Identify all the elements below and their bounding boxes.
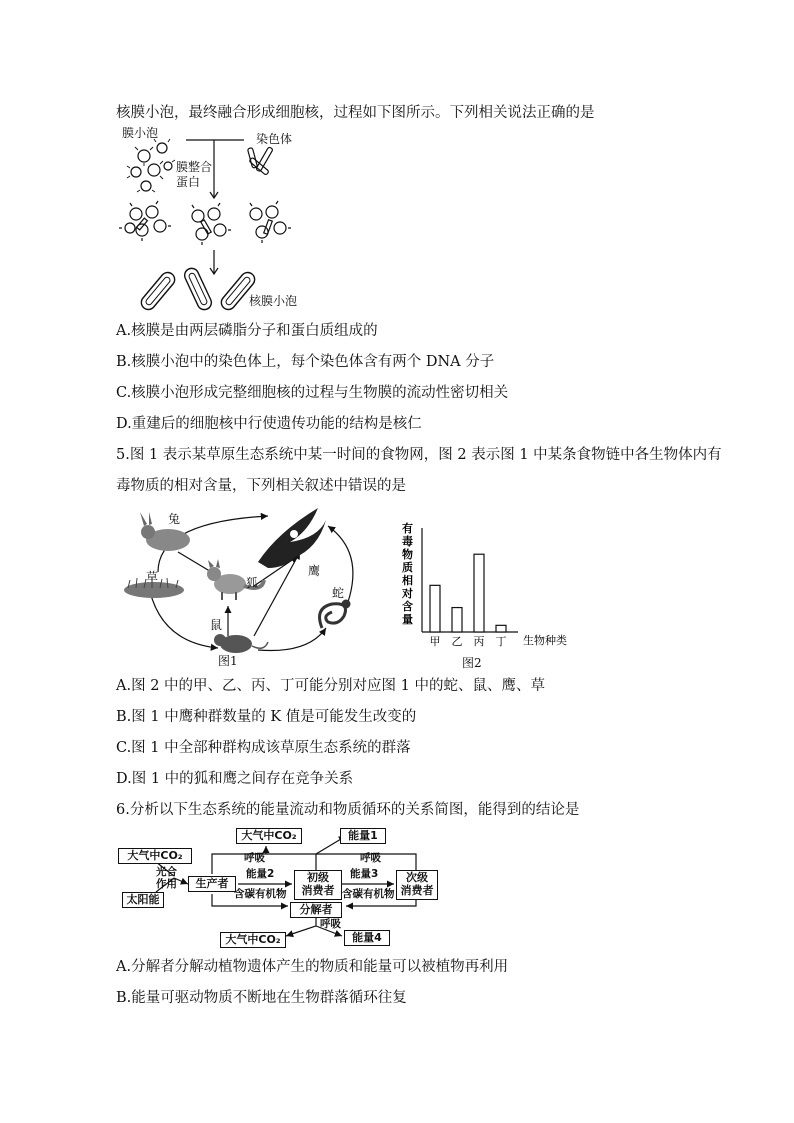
q6-stem: 6.分析以下生态系统的能量流动和物质循环的关系简图，能得到的结论是: [116, 802, 580, 818]
q5-stem-line2: 毒物质的相对含量，下列相关叙述中错误的是: [116, 478, 406, 494]
label-energy3: 能量3: [350, 868, 379, 880]
chromosome-icon: [247, 147, 273, 176]
box-energy1: 能量1: [340, 828, 386, 844]
label-energy2: 能量2: [246, 868, 275, 880]
q4-option-c: C.核膜小泡形成完整细胞核的过程与生物膜的流动性密切相关: [116, 385, 509, 401]
category-label-0: 甲: [429, 635, 441, 648]
q5-stem-line1: 5.图 1 表示某草原生态系统中某一时间的食物网，图 2 表示图 1 中某条食物链中各生物体内有: [116, 447, 722, 463]
label-grass: 草: [146, 570, 159, 584]
category-label-1: 乙: [451, 635, 463, 648]
label-rabbit: 兔: [168, 512, 181, 526]
q6-option-b: B.能量可驱动物质不断地在生物群落循环往复: [116, 990, 407, 1006]
vesicle-chromosome-clusters-icon: [119, 201, 291, 245]
label-eagle: 鹰: [308, 564, 321, 578]
food-web-diagram: [118, 502, 368, 670]
q4-option-a: A.核膜是由两层磷脂分子和蛋白质组成的: [116, 323, 378, 339]
box-atm-co2-left: 大气中CO₂: [118, 848, 192, 864]
x-axis-label: 生物种类: [523, 634, 567, 647]
box-primary-consumer: 初级 消费者: [294, 870, 342, 900]
q5-option-b: B.图 1 中鹰种群数量的 K 值是可能发生改变的: [116, 709, 417, 725]
category-label-3: 丁: [495, 635, 507, 648]
q5-option-a: A.图 2 中的甲、乙、丙、丁可能分别对应图 1 中的蛇、鼠、鹰、草: [116, 678, 545, 694]
bar-0: [430, 585, 440, 632]
nuclear-reassembly-diagram: [116, 126, 336, 316]
box-sunlight: 太阳能: [122, 892, 164, 908]
eagle-icon: [258, 508, 326, 568]
q4-figure-nuclear-reassembly: [116, 126, 336, 316]
label-snake: 蛇: [332, 586, 345, 600]
box-energy4: 能量4: [344, 930, 390, 946]
bar-2: [474, 554, 484, 632]
category-label-2: 丙: [473, 635, 485, 648]
q4-option-d: D.重建后的细胞核中行使遗传功能的结构是核仁: [116, 416, 422, 432]
membrane-vesicles-icon: [127, 139, 175, 192]
q5-figure2-chart: [396, 520, 596, 670]
figure1-caption: 图1: [218, 654, 238, 668]
toxin-bar-chart: [396, 520, 596, 670]
q6-energy-matter-diagram: [116, 826, 436, 950]
bar-1: [452, 608, 462, 632]
box-decomposer: 分解者: [290, 902, 342, 918]
label-respiration-left: 呼吸: [244, 852, 265, 864]
box-atm-co2-top: 大气中CO₂: [236, 828, 302, 844]
rabbit-icon: [140, 512, 190, 551]
q5-option-d: D.图 1 中的狐和鹰之间存在竞争关系: [116, 771, 354, 787]
label-respiration-bottom: 呼吸: [320, 918, 341, 930]
box-secondary-consumer: 次级 消费者: [396, 870, 438, 900]
q4-option-b: B.核膜小泡中的染色体上，每个染色体含有两个 DNA 分子: [116, 354, 495, 370]
q6-option-a: A.分解者分解动植物遗体产生的物质和能量可以被植物再利用: [116, 959, 509, 975]
label-respiration-right: 呼吸: [360, 852, 381, 864]
label-nuclear-vesicle: 核膜小泡: [249, 294, 298, 308]
q4-stem: 核膜小泡，最终融合形成细胞核，过程如下图所示。下列相关说法正确的是: [116, 105, 595, 121]
bar-3: [496, 625, 506, 632]
snake-icon: [320, 601, 349, 628]
label-organic-carbon-2: 含碳有机物: [342, 888, 395, 900]
label-organic-carbon-1: 含碳有机物: [234, 888, 287, 900]
y-axis-label: 有毒物质相对含量: [402, 522, 413, 626]
label-membrane-integrin: 膜整合 蛋白: [176, 160, 213, 189]
label-photosynthesis: 光合 作用: [156, 866, 177, 890]
box-producer: 生产者: [188, 876, 236, 892]
figure2-caption: 图2: [462, 656, 482, 670]
q5-figure1-food-web: [118, 502, 368, 670]
label-membrane-vesicle: 膜小泡: [122, 126, 159, 140]
label-fox: 狐: [246, 576, 259, 590]
nuclear-vesicle-icon: [138, 266, 257, 312]
box-atm-co2-bottom: 大气中CO₂: [220, 932, 286, 948]
q5-option-c: C.图 1 中全部种群构成该草原生态系统的群落: [116, 740, 411, 756]
label-mouse: 鼠: [210, 618, 223, 632]
label-chromosome: 染色体: [256, 132, 293, 146]
